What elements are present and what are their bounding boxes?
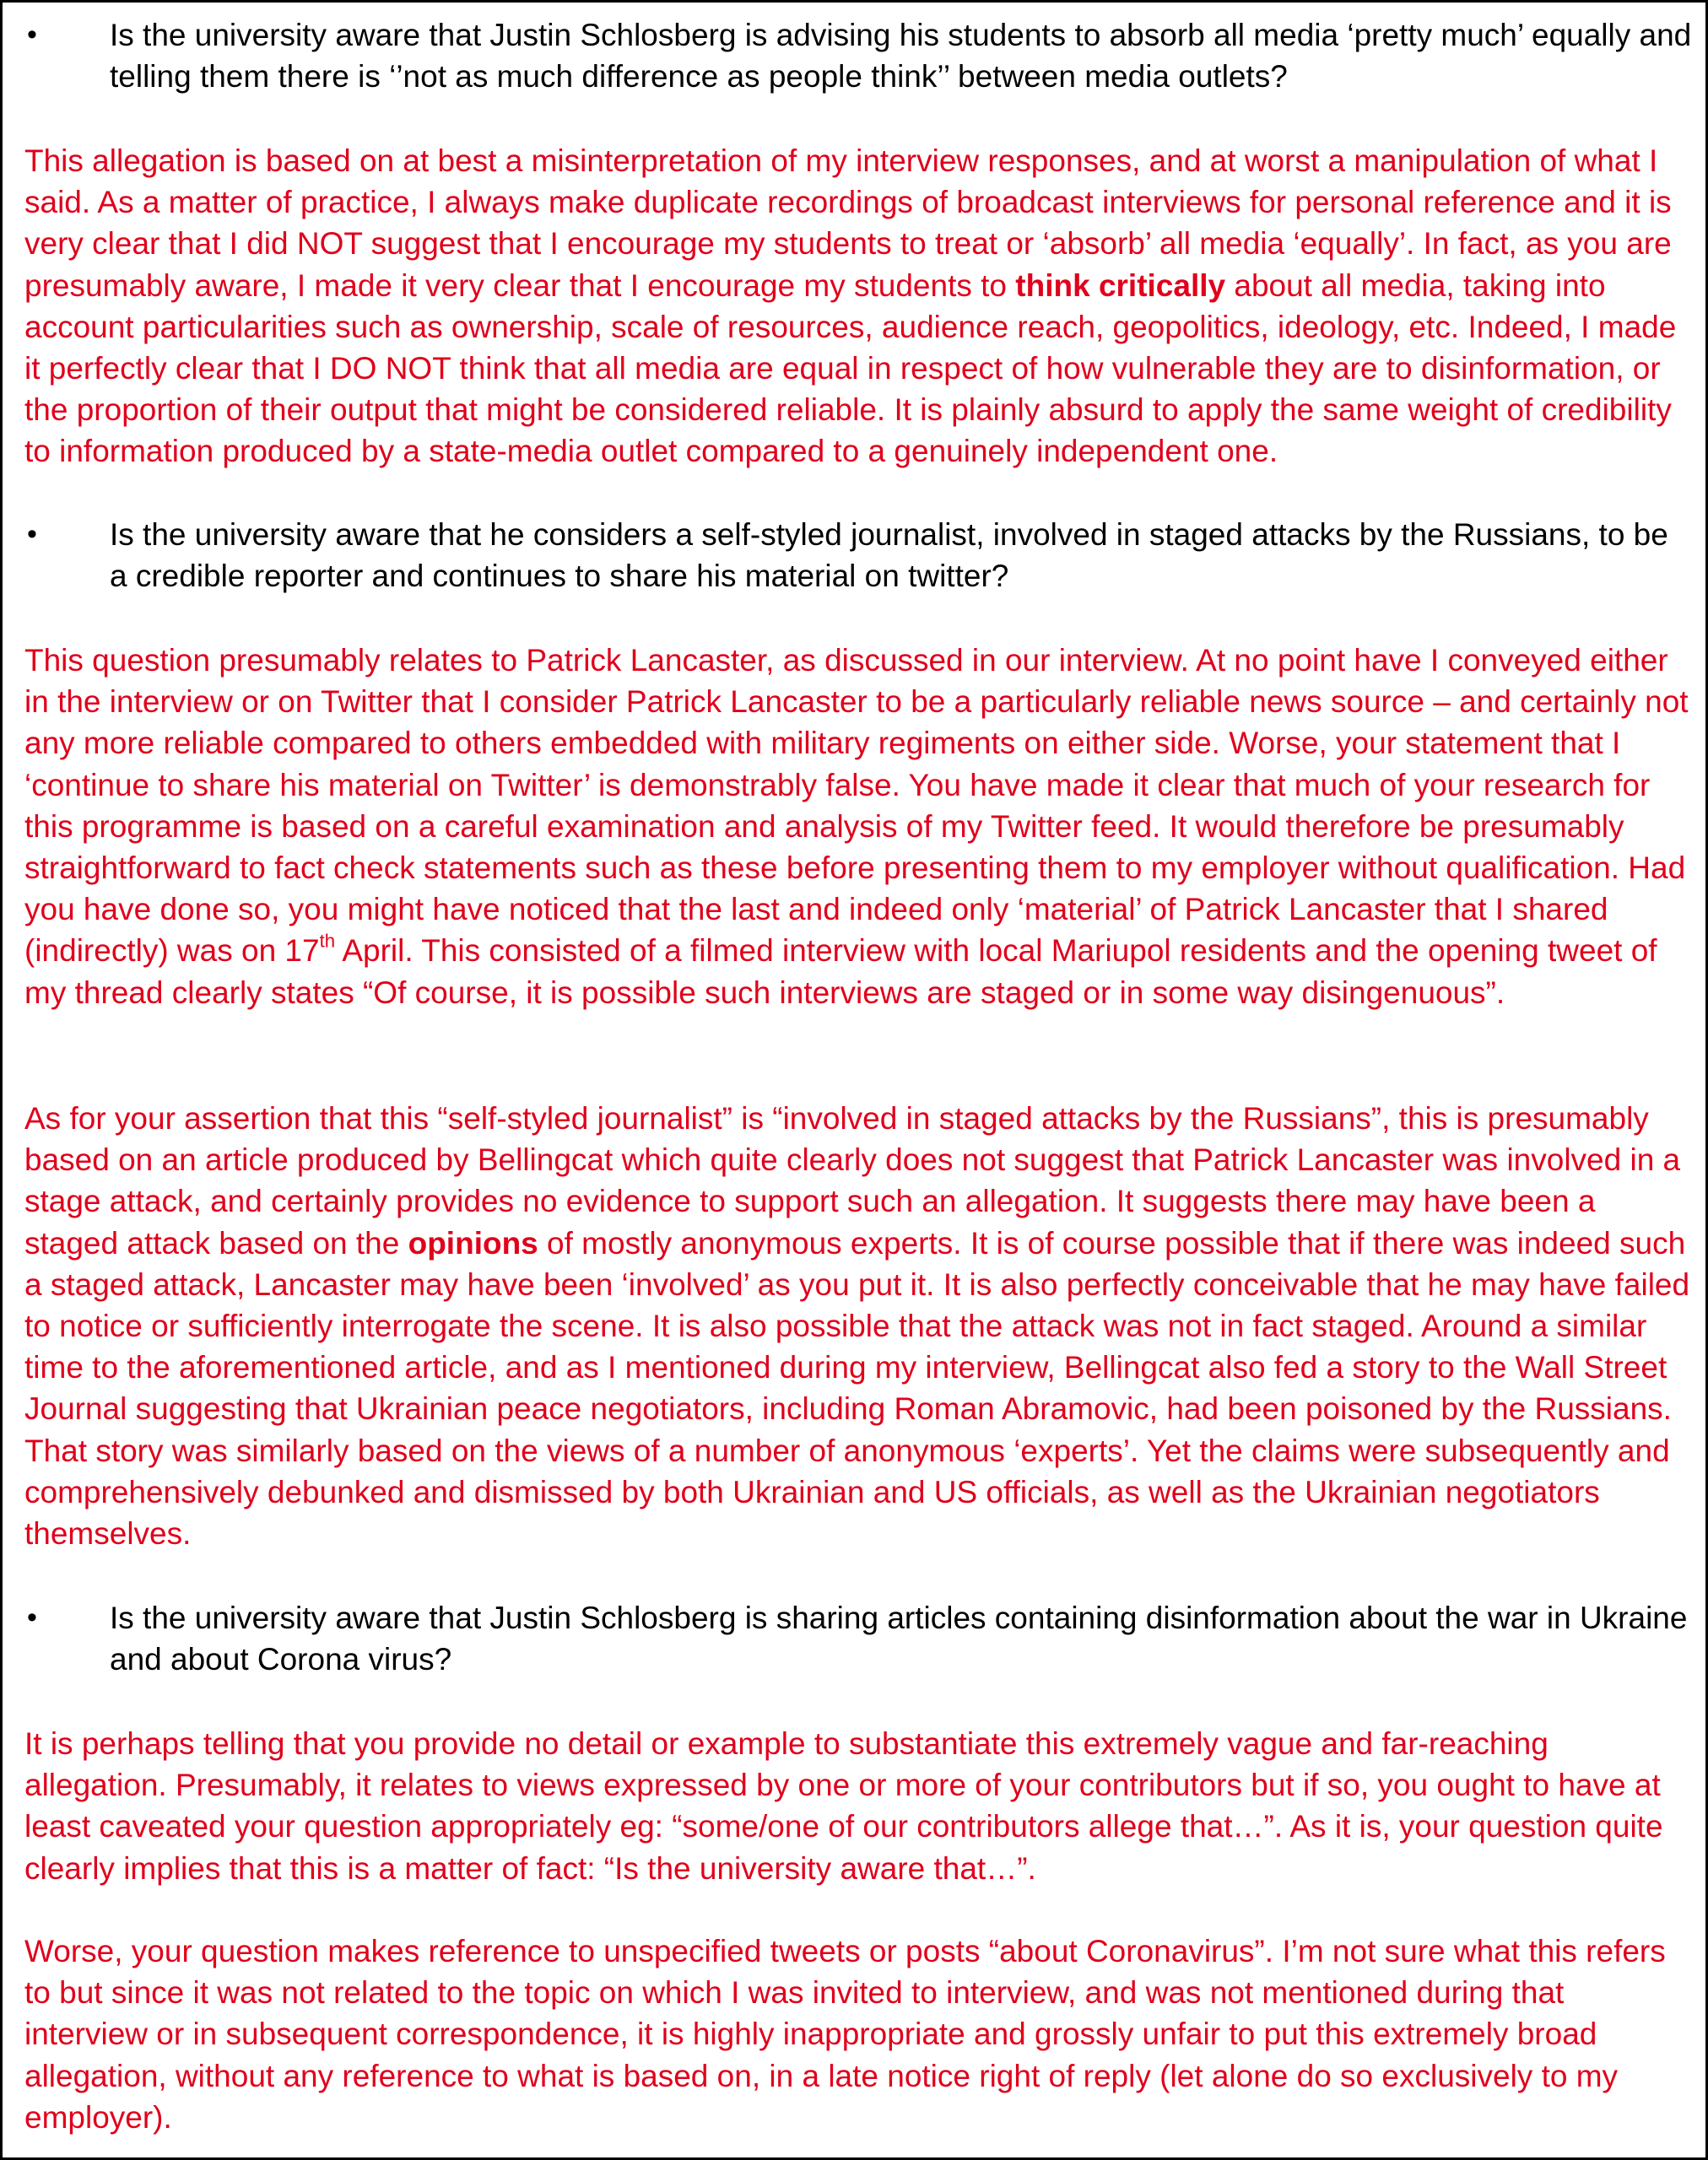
question-1: Is the university aware that Justin Schlosberg is advising his students to absorb all media ‘pretty much’ equally and telling them there is ‘’not as much difference as people think’’ between media outlets?	[110, 18, 1692, 94]
answer-2-paragraph-2: As for your assertion that this “self-styled journalist” is “involved in staged attacks by the Russians”, this is presumably based on an article produced by Bellingcat which quite clearly does not suggest that Patrick Lancaster was involved in a stage attack, and certainly provides no evidence to support such an allegation. It suggests there may have been a staged attack based on the opinions of mostly anonymous experts. It is of course possible that if there was indeed such a staged attack, Lancaster may have been ‘involved’ as you put it. It is also perfectly conceivable that he may have failed to notice or sufficiently interrogate the scene. It is also possible that the attack was not in fact staged. Around a similar time to the aforementioned article, and as I mentioned during my interview, Bellingcat also fed a story to the Wall Street Journal suggesting that Ukrainian peace negotiators, including Roman Abramovic, had been poisoned by the Russians. That story was similarly based on the views of a number of anonymous ‘experts’. Yet the claims were subsequently and comprehensively debunked and dismissed by both Ukrainian and US officials, as well as the Ukrainian negotiators themselves.	[24, 1101, 1690, 1552]
question-2: Is the university aware that he considers a self-styled journalist, involved in staged attacks by the Russians, to be a credible reporter and continues to share his material on twitter?	[110, 517, 1668, 594]
emphasis-opinions: opinions	[408, 1225, 538, 1261]
bullet-icon: •	[27, 518, 37, 550]
answer-1-paragraph-1: This allegation is based on at best a misinterpretation of my interview responses, and at worst a manipulation of what I said. As a matter of practice, I always make duplicate recordings of broadcast interviews for personal reference and it is very clear that I did NOT suggest that I encourage my students to treat or ‘absorb’ all media ‘equally’. In fact, as you are presumably aware, I made it very clear that I encourage my students to think critically about all media, taking into account particularities such as ownership, scale of resources, audience reach, geopolitics, ideology, etc. Indeed, I made it perfectly clear that I DO NOT think that all media are equal in respect of how vulnerable they are to disinformation, or the proportion of their output that might be considered reliable. It is plainly absurd to apply the same weight of credibility to information produced by a state-media outlet compared to a genuinely independent one.	[24, 143, 1677, 469]
answer-3-paragraph-2: Worse, your question makes reference to unspecified tweets or posts “about Coronavirus”. I’m not sure what this refers to but since it was not related to the topic on which I was invited to interview, and was not mentioned during that interview or in subsequent correspondence, it is highly inappropriate and grossly unfair to put this extremely broad allegation, without any reference to what is based on, in a late notice right of reply (let alone do so exclusively to my employer).	[24, 1934, 1666, 2135]
bullet-icon: •	[27, 1601, 37, 1634]
bullet-icon: •	[27, 19, 37, 51]
answer-3-paragraph-1: It is perhaps telling that you provide no detail or example to substantiate this extremely vague and far-reaching allegation. Presumably, it relates to views expressed by one or more of your contributors but if so, you ought to have at least caveated your question appropriately eg: “some/one of our contributors allege that…”. As it is, your question quite clearly implies that this is a matter of fact: “Is the university aware that…”.	[24, 1726, 1663, 1886]
emphasis-think-critically: think critically	[1015, 267, 1226, 303]
question-3: Is the university aware that Justin Schlosberg is sharing articles containing disinformation about the war in Ukraine and about Corona virus?	[110, 1601, 1688, 1677]
answer-2-paragraph-1: This question presumably relates to Patrick Lancaster, as discussed in our interview. At no point have I conveyed either in the interview or on Twitter that I consider Patrick Lancaster to be a particularly reliable news source – and certainly not any more reliable compared to others embedded with military regiments on either side. Worse, your statement that I ‘continue to share his material on Twitter’ is demonstrably false. You have made it clear that much of your research for this programme is based on a careful examination and analysis of my Twitter feed. It would therefore be presumably straightforward to fact check statements such as these before presenting them to my employer without qualification. Had you have done so, you might have noticed that the last and indeed only ‘material’ of Patrick Lancaster that I shared (indirectly) was on 17th April. This consisted of a filmed interview with local Mariupol residents and the opening tweet of my thread clearly states “Of course, it is possible such interviews are staged or in some way disingenuous”.	[24, 643, 1689, 1010]
superscript-th: th	[319, 930, 336, 952]
